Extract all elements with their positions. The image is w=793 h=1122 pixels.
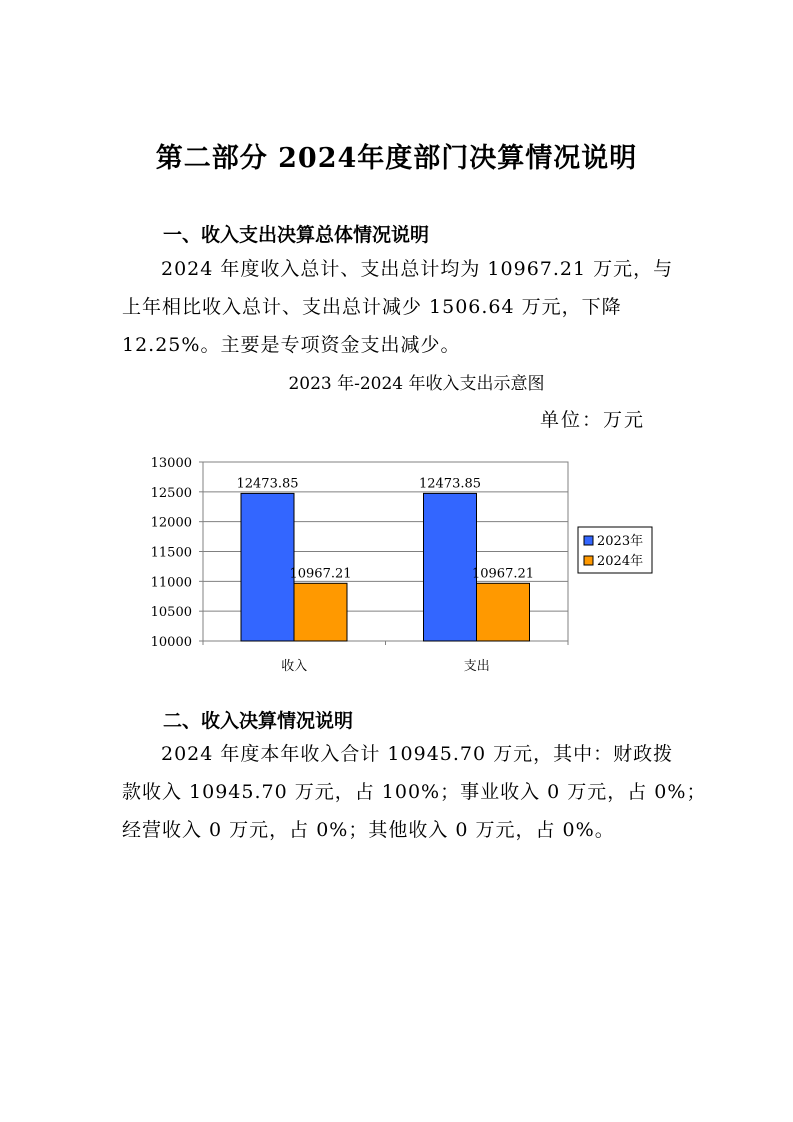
legend-label: 2023年: [597, 534, 644, 549]
y-tick-label: 12000: [150, 515, 192, 531]
x-category-label: 收入: [281, 659, 308, 674]
y-tick-label: 10000: [150, 635, 192, 650]
section1-line-2: 上年相比收入总计、支出总计减少 1506.64 万元，下降: [122, 296, 622, 318]
unit-label: 单位：万元: [540, 409, 646, 431]
page-title: 第二部分 2024年度部门决算情况说明: [155, 143, 638, 174]
section2-paragraph: [122, 735, 707, 849]
y-tick-label: 12500: [150, 485, 192, 501]
y-tick-label: 13000: [150, 456, 192, 471]
bar-data-label: 12473.85: [236, 476, 299, 492]
bar-2023: [424, 493, 477, 641]
section2-line-3: 经营收入 0 万元，占 0%；其他收入 0 万元，占 0%。: [122, 819, 615, 841]
bar-2024: [294, 583, 347, 641]
section2-line-2: 款收入 10945.70 万元，占 100%；事业收入 0 万元，占 0%；: [122, 781, 707, 803]
section2-heading: 二、收入决算情况说明: [163, 710, 354, 732]
bar-data-label: 12473.85: [418, 476, 482, 492]
bar-data-label: 10967.21: [289, 566, 352, 582]
y-tick-label: 11000: [150, 575, 192, 591]
section1-paragraph: [122, 250, 682, 364]
bar-2024: [477, 583, 530, 641]
income-expense-chart: [130, 450, 670, 680]
legend-label: 2024年: [597, 554, 644, 569]
section1-line-3: 12.25%。主要是专项资金支出减少。: [122, 334, 461, 356]
bar-data-label: 10967.21: [471, 566, 535, 582]
x-category-label: 支出: [463, 659, 490, 674]
y-tick-label: 11500: [150, 545, 192, 561]
section2-line-1: 2024 年度本年收入合计 10945.70 万元，其中：财政拨: [161, 743, 674, 765]
legend-swatch-2024: [584, 556, 593, 565]
y-tick-label: 10500: [150, 605, 192, 621]
section1-heading: 一、收入支出决算总体情况说明: [163, 224, 430, 246]
legend-swatch-2023: [584, 536, 593, 545]
bar-2023: [241, 493, 294, 641]
section1-line-1: 2024 年度收入总计、支出总计均为 10967.21 万元，与: [161, 258, 674, 280]
chart-caption: 2023 年-2024 年收入支出示意图: [288, 374, 545, 394]
